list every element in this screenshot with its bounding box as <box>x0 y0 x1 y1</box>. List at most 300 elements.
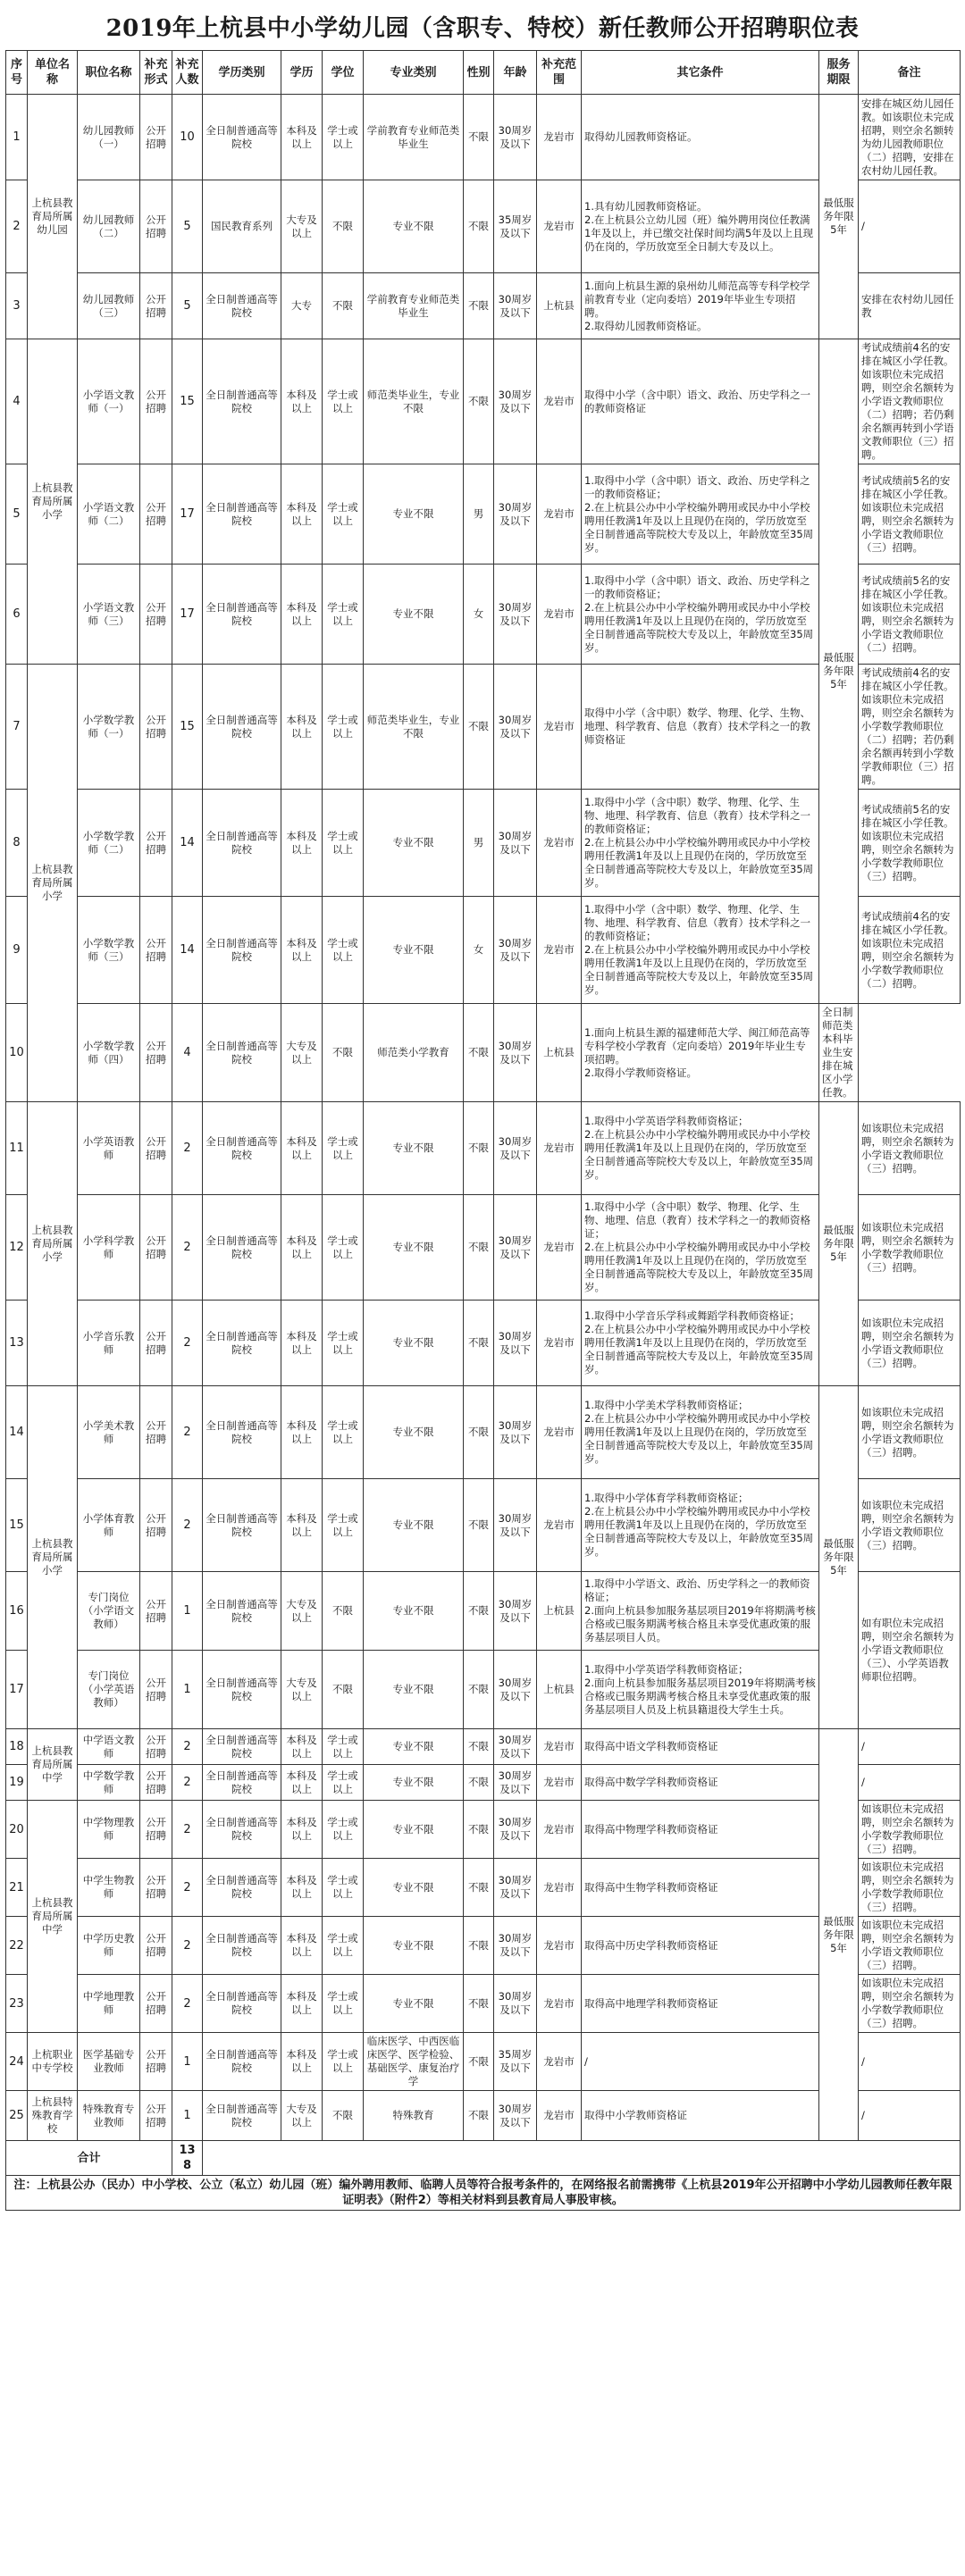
recruit-form: 公开招聘 <box>140 1301 172 1386</box>
gender: 不限 <box>464 665 494 790</box>
recruit-count: 5 <box>172 180 203 273</box>
remark: 安排在城区幼儿园任教。如该职位未完成招聘，则空余名额转为幼儿园教师职位（二）招聘，安排在农村幼儿园任教。 <box>859 95 961 180</box>
recruit-count: 2 <box>172 1479 203 1572</box>
other-conditions: 取得中小学（含中职）数学、物理、化学、生物、地理、科学教育、信息（教育）技术学科之一的教师资格证 <box>582 665 819 790</box>
gender: 不限 <box>464 1765 494 1801</box>
education-type: 全日制普通高等院校 <box>203 1479 281 1572</box>
degree: 学士或以上 <box>323 2033 364 2091</box>
recruit-scope: 上杭县 <box>537 1651 582 1729</box>
column-header: 学位 <box>323 51 364 95</box>
remark: 如该职位未完成招聘，则空余名额转为小学语文教师职位（三）招聘。 <box>859 1102 961 1195</box>
recruit-form: 公开招聘 <box>140 1651 172 1729</box>
other-conditions: 取得高中生物学科教师资格证 <box>582 1859 819 1917</box>
education-level: 大专及以上 <box>281 180 323 273</box>
gender: 女 <box>464 565 494 665</box>
major-requirement: 专业不限 <box>364 790 464 897</box>
other-conditions: 1.取得中小学英语学科教师资格证； 2.面向上杭县参加服务基层项目2019年将期满考核合格或已服务期满考核合格且未享受优惠政策的服务基层项目人员及上杭县籍退役大学生士兵。 <box>582 1651 819 1729</box>
table-row <box>6 1004 961 1102</box>
other-conditions: 1.面向上杭县生源的泉州幼儿师范高等专科学校学前教育专业（定向委培）2019年毕业生专项招聘。 2.取得幼儿园教师资格证。 <box>582 273 819 339</box>
recruit-form: 公开招聘 <box>140 1004 172 1102</box>
age-limit: 35周岁及以下 <box>494 180 537 273</box>
row-number: 14 <box>6 1386 28 1479</box>
row-number: 13 <box>6 1301 28 1386</box>
degree: 学士或以上 <box>323 464 364 565</box>
other-conditions: 取得幼儿园教师资格证。 <box>582 95 819 180</box>
age-limit: 30周岁及以下 <box>494 464 537 565</box>
recruit-scope: 龙岩市 <box>537 1729 582 1765</box>
major-requirement: 专业不限 <box>364 1975 464 2033</box>
other-conditions: 取得高中语文学科教师资格证 <box>582 1729 819 1765</box>
recruit-scope: 龙岩市 <box>537 1102 582 1195</box>
service-period: 最低服务年限5年 <box>819 95 859 339</box>
degree: 学士或以上 <box>323 1102 364 1195</box>
post-name: 特殊教育专业教师 <box>78 2091 140 2141</box>
table-row <box>6 1102 961 1195</box>
post-name: 专门岗位（小学英语教师） <box>78 1651 140 1729</box>
major-requirement: 临床医学、中西医临床医学、医学检验、基础医学、康复治疗学 <box>364 2033 464 2091</box>
education-type: 全日制普通高等院校 <box>203 1004 281 1102</box>
education-level: 大专及以上 <box>281 1651 323 1729</box>
education-type: 全日制普通高等院校 <box>203 565 281 665</box>
other-conditions: 取得高中历史学科教师资格证 <box>582 1917 819 1975</box>
education-type: 全日制普通高等院校 <box>203 1195 281 1301</box>
remark: 如该职位未完成招聘，则空余名额转为小学语文教师职位（三）招聘。 <box>859 1301 961 1386</box>
footnote-row <box>6 2176 961 2211</box>
table-header <box>6 51 961 95</box>
unit-name: 上杭县教育局所属幼儿园 <box>28 95 78 339</box>
education-level: 本科及以上 <box>281 1729 323 1765</box>
recruit-form: 公开招聘 <box>140 565 172 665</box>
degree: 学士或以上 <box>323 1975 364 2033</box>
age-limit: 30周岁及以下 <box>494 1301 537 1386</box>
age-limit: 30周岁及以下 <box>494 1102 537 1195</box>
education-level: 本科及以上 <box>281 1479 323 1572</box>
other-conditions: 取得高中地理学科教师资格证 <box>582 1975 819 2033</box>
table-row <box>6 1195 961 1301</box>
major-requirement: 专业不限 <box>364 464 464 565</box>
column-header: 补充范围 <box>537 51 582 95</box>
recruit-scope: 龙岩市 <box>537 2091 582 2141</box>
table-row <box>6 1386 961 1479</box>
post-name: 中学物理教师 <box>78 1801 140 1859</box>
recruit-scope: 龙岩市 <box>537 1386 582 1479</box>
row-number: 19 <box>6 1765 28 1801</box>
remark: / <box>859 1729 961 1765</box>
age-limit: 30周岁及以下 <box>494 665 537 790</box>
degree: 不限 <box>323 273 364 339</box>
post-name: 幼儿园教师（一） <box>78 95 140 180</box>
other-conditions: 取得中小学（含中职）语文、政治、历史学科之一的教师资格证 <box>582 339 819 464</box>
age-limit: 30周岁及以下 <box>494 1004 537 1102</box>
other-conditions: 1.取得中小学音乐学科或舞蹈学科教师资格证； 2.在上杭县公办中小学校编外聘用或民办中小学校聘用任教满1年及以上且现仍在岗的，学历放宽至全日制普通高等院校大专及以上，年龄放宽至35周岁。 <box>582 1301 819 1386</box>
major-requirement: 专业不限 <box>364 1651 464 1729</box>
age-limit: 30周岁及以下 <box>494 1765 537 1801</box>
recruit-count: 14 <box>172 790 203 897</box>
recruit-form: 公开招聘 <box>140 1975 172 2033</box>
post-name: 小学科学教师 <box>78 1195 140 1301</box>
recruit-form: 公开招聘 <box>140 1572 172 1651</box>
education-level: 本科及以上 <box>281 1801 323 1859</box>
degree: 不限 <box>323 1004 364 1102</box>
document-title: 2019年上杭县中小学幼儿园（含职专、特校）新任教师公开招聘职位表 <box>105 15 860 42</box>
post-name: 小学英语教师 <box>78 1102 140 1195</box>
other-conditions: 1.面向上杭县生源的福建师范大学、闽江师范高等专科学校小学教育（定向委培）2019年毕业生专项招聘。 2.取得小学教师资格证。 <box>582 1004 819 1102</box>
age-limit: 30周岁及以下 <box>494 1801 537 1859</box>
recruitment-table <box>5 50 961 2211</box>
unit-name: 上杭县教育局所属中学 <box>28 1729 78 1801</box>
degree: 学士或以上 <box>323 1859 364 1917</box>
recruit-count: 2 <box>172 1102 203 1195</box>
table-row <box>6 1859 961 1917</box>
table-row <box>6 2033 961 2091</box>
recruit-form: 公开招聘 <box>140 180 172 273</box>
recruit-scope: 上杭县 <box>537 1004 582 1102</box>
table-row <box>6 95 961 180</box>
recruit-count: 1 <box>172 2091 203 2141</box>
education-type: 全日制普通高等院校 <box>203 273 281 339</box>
degree: 不限 <box>323 2091 364 2141</box>
gender: 不限 <box>464 1917 494 1975</box>
age-limit: 30周岁及以下 <box>494 1729 537 1765</box>
table-row <box>6 790 961 897</box>
degree: 不限 <box>323 180 364 273</box>
major-requirement: 专业不限 <box>364 565 464 665</box>
age-limit: 30周岁及以下 <box>494 790 537 897</box>
recruit-form: 公开招聘 <box>140 1859 172 1917</box>
row-number: 7 <box>6 665 28 790</box>
recruit-form: 公开招聘 <box>140 1801 172 1859</box>
age-limit: 30周岁及以下 <box>494 1859 537 1917</box>
major-requirement: 专业不限 <box>364 1917 464 1975</box>
age-limit: 30周岁及以下 <box>494 1917 537 1975</box>
other-conditions: 1.取得中小学美术学科教师资格证； 2.在上杭县公办中小学校编外聘用或民办中小学校聘用任教满1年及以上且现仍在岗的，学历放宽至全日制普通高等院校大专及以上，年龄放宽至35周岁。 <box>582 1386 819 1479</box>
column-header: 性别 <box>464 51 494 95</box>
recruit-scope: 上杭县 <box>537 1572 582 1651</box>
recruit-form: 公开招聘 <box>140 1479 172 1572</box>
recruit-form: 公开招聘 <box>140 2033 172 2091</box>
post-name: 小学体育教师 <box>78 1479 140 1572</box>
recruit-scope: 龙岩市 <box>537 1859 582 1917</box>
recruit-form: 公开招聘 <box>140 2091 172 2141</box>
degree: 学士或以上 <box>323 1729 364 1765</box>
age-limit: 30周岁及以下 <box>494 565 537 665</box>
recruit-scope: 龙岩市 <box>537 790 582 897</box>
table-row <box>6 1975 961 2033</box>
education-type: 国民教育系列 <box>203 180 281 273</box>
service-period: 最低服务年限5年 <box>819 1386 859 1729</box>
recruit-scope: 龙岩市 <box>537 1195 582 1301</box>
education-type: 全日制普通高等院校 <box>203 95 281 180</box>
table-row <box>6 2091 961 2141</box>
other-conditions: 1.取得中小学英语学科教师资格证； 2.在上杭县公办中小学校编外聘用或民办中小学校聘用任教满1年及以上且现仍在岗的，学历放宽至全日制普通高等院校大专及以上，年龄放宽至35周岁。 <box>582 1102 819 1195</box>
recruit-form: 公开招聘 <box>140 897 172 1004</box>
age-limit: 30周岁及以下 <box>494 339 537 464</box>
education-type: 全日制普通高等院校 <box>203 1801 281 1859</box>
recruit-form: 公开招聘 <box>140 273 172 339</box>
recruit-count: 2 <box>172 1195 203 1301</box>
recruit-count: 10 <box>172 95 203 180</box>
gender: 不限 <box>464 2091 494 2141</box>
post-name: 小学美术教师 <box>78 1386 140 1479</box>
recruit-count: 2 <box>172 1765 203 1801</box>
major-requirement: 专业不限 <box>364 1195 464 1301</box>
age-limit: 30周岁及以下 <box>494 1975 537 2033</box>
service-period: 最低服务年限5年 <box>819 1102 859 1386</box>
other-conditions: 取得高中物理学科教师资格证 <box>582 1801 819 1859</box>
degree: 不限 <box>323 1651 364 1729</box>
recruit-scope: 龙岩市 <box>537 665 582 790</box>
major-requirement: 专业不限 <box>364 1859 464 1917</box>
remark: 考试成绩前4名的安排在城区小学任教。如该职位未完成招聘，则空余名额转为小学数学教师职位（二）招聘；若仍剩余名额再转到小学数学教师职位（三）招聘。 <box>859 665 961 790</box>
row-number: 2 <box>6 180 28 273</box>
recruit-scope: 龙岩市 <box>537 1765 582 1801</box>
other-conditions: 1.取得中小学（含中职）语文、政治、历史学科之一的教师资格证； 2.在上杭县公办中小学校编外聘用或民办中小学校聘用任教满1年及以上且现仍在岗的，学历放宽至全日制普通高等院校大专及以上，年龄放宽至35周岁。 <box>582 464 819 565</box>
remark: 如该职位未完成招聘，则空余名额转为小学语文教师职位（三）招聘。 <box>859 1917 961 1975</box>
recruit-scope: 龙岩市 <box>537 339 582 464</box>
table-row <box>6 1765 961 1801</box>
header-row <box>6 51 961 95</box>
remark: 考试成绩前5名的安排在城区小学任教。如该职位未完成招聘，则空余名额转为小学语文教师职位（二）招聘。 <box>859 565 961 665</box>
recruit-form: 公开招聘 <box>140 95 172 180</box>
education-level: 本科及以上 <box>281 565 323 665</box>
total-count: 138 <box>172 2141 203 2176</box>
unit-name: 上杭职业中专学校 <box>28 2033 78 2091</box>
recruit-scope: 龙岩市 <box>537 180 582 273</box>
major-requirement: 专业不限 <box>364 1479 464 1572</box>
row-number: 12 <box>6 1195 28 1301</box>
remark: 如有职位未完成招聘，则空余名额转为小学语文教师职位（三）、小学英语教师职位招聘。 <box>859 1572 961 1729</box>
major-requirement: 专业不限 <box>364 897 464 1004</box>
service-period: 最低服务年限5年 <box>819 1729 859 2141</box>
age-limit: 30周岁及以下 <box>494 2091 537 2141</box>
row-number: 5 <box>6 464 28 565</box>
recruit-scope: 龙岩市 <box>537 565 582 665</box>
column-header: 服务期限 <box>819 51 859 95</box>
recruit-scope: 龙岩市 <box>537 95 582 180</box>
table-row <box>6 665 961 790</box>
post-name: 幼儿园教师（二） <box>78 180 140 273</box>
major-requirement: 专业不限 <box>364 1765 464 1801</box>
gender: 男 <box>464 464 494 565</box>
age-limit: 30周岁及以下 <box>494 273 537 339</box>
table-row <box>6 1572 961 1651</box>
recruit-scope: 龙岩市 <box>537 2033 582 2091</box>
gender: 不限 <box>464 1572 494 1651</box>
post-name: 中学历史教师 <box>78 1917 140 1975</box>
education-type: 全日制普通高等院校 <box>203 790 281 897</box>
row-number: 3 <box>6 273 28 339</box>
age-limit: 30周岁及以下 <box>494 897 537 1004</box>
table-row <box>6 464 961 565</box>
gender: 不限 <box>464 1386 494 1479</box>
recruit-count: 15 <box>172 339 203 464</box>
recruit-form: 公开招聘 <box>140 1917 172 1975</box>
degree: 学士或以上 <box>323 1301 364 1386</box>
column-header: 年龄 <box>494 51 537 95</box>
recruit-count: 4 <box>172 1004 203 1102</box>
gender: 不限 <box>464 1729 494 1765</box>
gender: 不限 <box>464 1004 494 1102</box>
post-name: 中学语文教师 <box>78 1729 140 1765</box>
recruit-count: 2 <box>172 1859 203 1917</box>
recruit-scope: 龙岩市 <box>537 1479 582 1572</box>
post-name: 幼儿园教师（三） <box>78 273 140 339</box>
remark: / <box>859 1765 961 1801</box>
unit-name: 上杭县教育局所属小学 <box>28 339 78 665</box>
remark: 考试成绩前4名的安排在城区小学任教。如该职位未完成招聘，则空余名额转为小学数学教师职位（二）招聘。 <box>859 897 961 1004</box>
row-number: 24 <box>6 2033 28 2091</box>
post-name: 小学音乐教师 <box>78 1301 140 1386</box>
recruit-count: 5 <box>172 273 203 339</box>
column-header: 其它条件 <box>582 51 819 95</box>
unit-name: 上杭县特殊教育学校 <box>28 2091 78 2141</box>
degree: 学士或以上 <box>323 565 364 665</box>
major-requirement: 学前教育专业师范类毕业生 <box>364 273 464 339</box>
table-row <box>6 1729 961 1765</box>
recruit-count: 2 <box>172 1386 203 1479</box>
education-level: 本科及以上 <box>281 95 323 180</box>
remark: 考试成绩前5名的安排在城区小学任教。如该职位未完成招聘，则空余名额转为小学数学教师职位（三）招聘。 <box>859 790 961 897</box>
table-row <box>6 1301 961 1386</box>
post-name: 小学语文教师（三） <box>78 565 140 665</box>
education-level: 本科及以上 <box>281 464 323 565</box>
column-header: 备注 <box>859 51 961 95</box>
row-number: 9 <box>6 897 28 1004</box>
gender: 不限 <box>464 1102 494 1195</box>
remark: 如该职位未完成招聘，则空余名额转为小学数学教师职位（三）招聘。 <box>859 1195 961 1301</box>
remark: 如该职位未完成招聘，则空余名额转为小学数学教师职位（三）招聘。 <box>859 1859 961 1917</box>
education-type: 全日制普通高等院校 <box>203 1301 281 1386</box>
recruit-count: 2 <box>172 1917 203 1975</box>
major-requirement: 专业不限 <box>364 1386 464 1479</box>
unit-name: 上杭县教育局所属小学 <box>28 1386 78 1729</box>
row-number: 21 <box>6 1859 28 1917</box>
recruit-scope: 龙岩市 <box>537 897 582 1004</box>
remark: 安排在农村幼儿园任教 <box>859 273 961 339</box>
gender: 不限 <box>464 1651 494 1729</box>
education-level: 本科及以上 <box>281 1859 323 1917</box>
row-number: 11 <box>6 1102 28 1195</box>
post-name: 小学数学教师（一） <box>78 665 140 790</box>
column-header: 职位名称 <box>78 51 140 95</box>
column-header: 序号 <box>6 51 28 95</box>
recruit-count: 17 <box>172 464 203 565</box>
post-name: 小学语文教师（二） <box>78 464 140 565</box>
education-level: 本科及以上 <box>281 790 323 897</box>
other-conditions: / <box>582 2033 819 2091</box>
gender: 不限 <box>464 1301 494 1386</box>
education-level: 本科及以上 <box>281 665 323 790</box>
education-type: 全日制普通高等院校 <box>203 1386 281 1479</box>
row-number: 17 <box>6 1651 28 1729</box>
education-type: 全日制普通高等院校 <box>203 1572 281 1651</box>
other-conditions: 1.取得中小学（含中职）语文、政治、历史学科之一的教师资格证； 2.在上杭县公办中小学校编外聘用或民办中小学校聘用任教满1年及以上且现仍在岗的，学历放宽至全日制普通高等院校大专及以上，年龄放宽至35周岁。 <box>582 565 819 665</box>
row-number: 23 <box>6 1975 28 2033</box>
remark: / <box>859 2033 961 2091</box>
remark: 全日制师范类本科毕业生安排在城区小学任教。 <box>819 1004 859 1102</box>
post-name: 中学地理教师 <box>78 1975 140 2033</box>
recruit-count: 2 <box>172 1801 203 1859</box>
gender: 不限 <box>464 1479 494 1572</box>
row-number: 6 <box>6 565 28 665</box>
major-requirement: 学前教育专业师范类毕业生 <box>364 95 464 180</box>
gender: 不限 <box>464 180 494 273</box>
education-type: 全日制普通高等院校 <box>203 665 281 790</box>
recruit-count: 2 <box>172 1975 203 2033</box>
recruit-scope: 龙岩市 <box>537 1301 582 1386</box>
table-row <box>6 1917 961 1975</box>
major-requirement: 专业不限 <box>364 1572 464 1651</box>
post-name: 医学基础专业教师 <box>78 2033 140 2091</box>
age-limit: 30周岁及以下 <box>494 95 537 180</box>
gender: 不限 <box>464 339 494 464</box>
recruit-count: 1 <box>172 2033 203 2091</box>
column-header: 补充形式 <box>140 51 172 95</box>
education-level: 大专及以上 <box>281 2091 323 2141</box>
recruit-count: 1 <box>172 1651 203 1729</box>
education-type: 全日制普通高等院校 <box>203 897 281 1004</box>
education-type: 全日制普通高等院校 <box>203 1102 281 1195</box>
major-requirement: 专业不限 <box>364 180 464 273</box>
table-row <box>6 1801 961 1859</box>
gender: 不限 <box>464 1975 494 2033</box>
table-row <box>6 565 961 665</box>
age-limit: 30周岁及以下 <box>494 1572 537 1651</box>
total-empty <box>203 2141 961 2176</box>
degree: 学士或以上 <box>323 665 364 790</box>
degree: 学士或以上 <box>323 790 364 897</box>
education-level: 大专及以上 <box>281 1572 323 1651</box>
major-requirement: 师范类毕业生，专业不限 <box>364 339 464 464</box>
gender: 不限 <box>464 273 494 339</box>
column-header: 学历类别 <box>203 51 281 95</box>
education-level: 本科及以上 <box>281 1386 323 1479</box>
table-row <box>6 897 961 1004</box>
post-name: 小学数学教师（四） <box>78 1004 140 1102</box>
table-row <box>6 180 961 273</box>
major-requirement: 专业不限 <box>364 1729 464 1765</box>
row-number: 18 <box>6 1729 28 1765</box>
recruit-count: 1 <box>172 1572 203 1651</box>
row-number: 25 <box>6 2091 28 2141</box>
row-number: 1 <box>6 95 28 180</box>
education-type: 全日制普通高等院校 <box>203 1917 281 1975</box>
row-number: 8 <box>6 790 28 897</box>
recruit-form: 公开招聘 <box>140 1195 172 1301</box>
education-type: 全日制普通高等院校 <box>203 2091 281 2141</box>
recruit-count: 17 <box>172 565 203 665</box>
table-row <box>6 1479 961 1572</box>
education-type: 全日制普通高等院校 <box>203 464 281 565</box>
gender: 男 <box>464 790 494 897</box>
major-requirement: 专业不限 <box>364 1801 464 1859</box>
post-name: 中学数学教师 <box>78 1765 140 1801</box>
degree: 不限 <box>323 1572 364 1651</box>
post-name: 中学生物教师 <box>78 1859 140 1917</box>
recruit-form: 公开招聘 <box>140 1729 172 1765</box>
other-conditions: 1.具有幼儿园教师资格证。 2.在上杭县公立幼儿园（班）编外聘用岗位任教满1年及以上，并已缴交社保时间均满5年及以上且现仍在岗的，学历放宽至全日制大专及以上。 <box>582 180 819 273</box>
education-type: 全日制普通高等院校 <box>203 1859 281 1917</box>
other-conditions: 取得中小学教师资格证 <box>582 2091 819 2141</box>
remark: / <box>859 180 961 273</box>
other-conditions: 取得高中数学学科教师资格证 <box>582 1765 819 1801</box>
other-conditions: 1.取得中小学语文、政治、历史学科之一的教师资格证； 2.面向上杭县参加服务基层项目2019年将期满考核合格或已服务期满考核合格且未享受优惠政策的服务基层项目人员。 <box>582 1572 819 1651</box>
education-type: 全日制普通高等院校 <box>203 1765 281 1801</box>
recruit-count: 14 <box>172 897 203 1004</box>
row-number: 16 <box>6 1572 28 1651</box>
recruit-scope: 龙岩市 <box>537 1917 582 1975</box>
education-level: 本科及以上 <box>281 1102 323 1195</box>
